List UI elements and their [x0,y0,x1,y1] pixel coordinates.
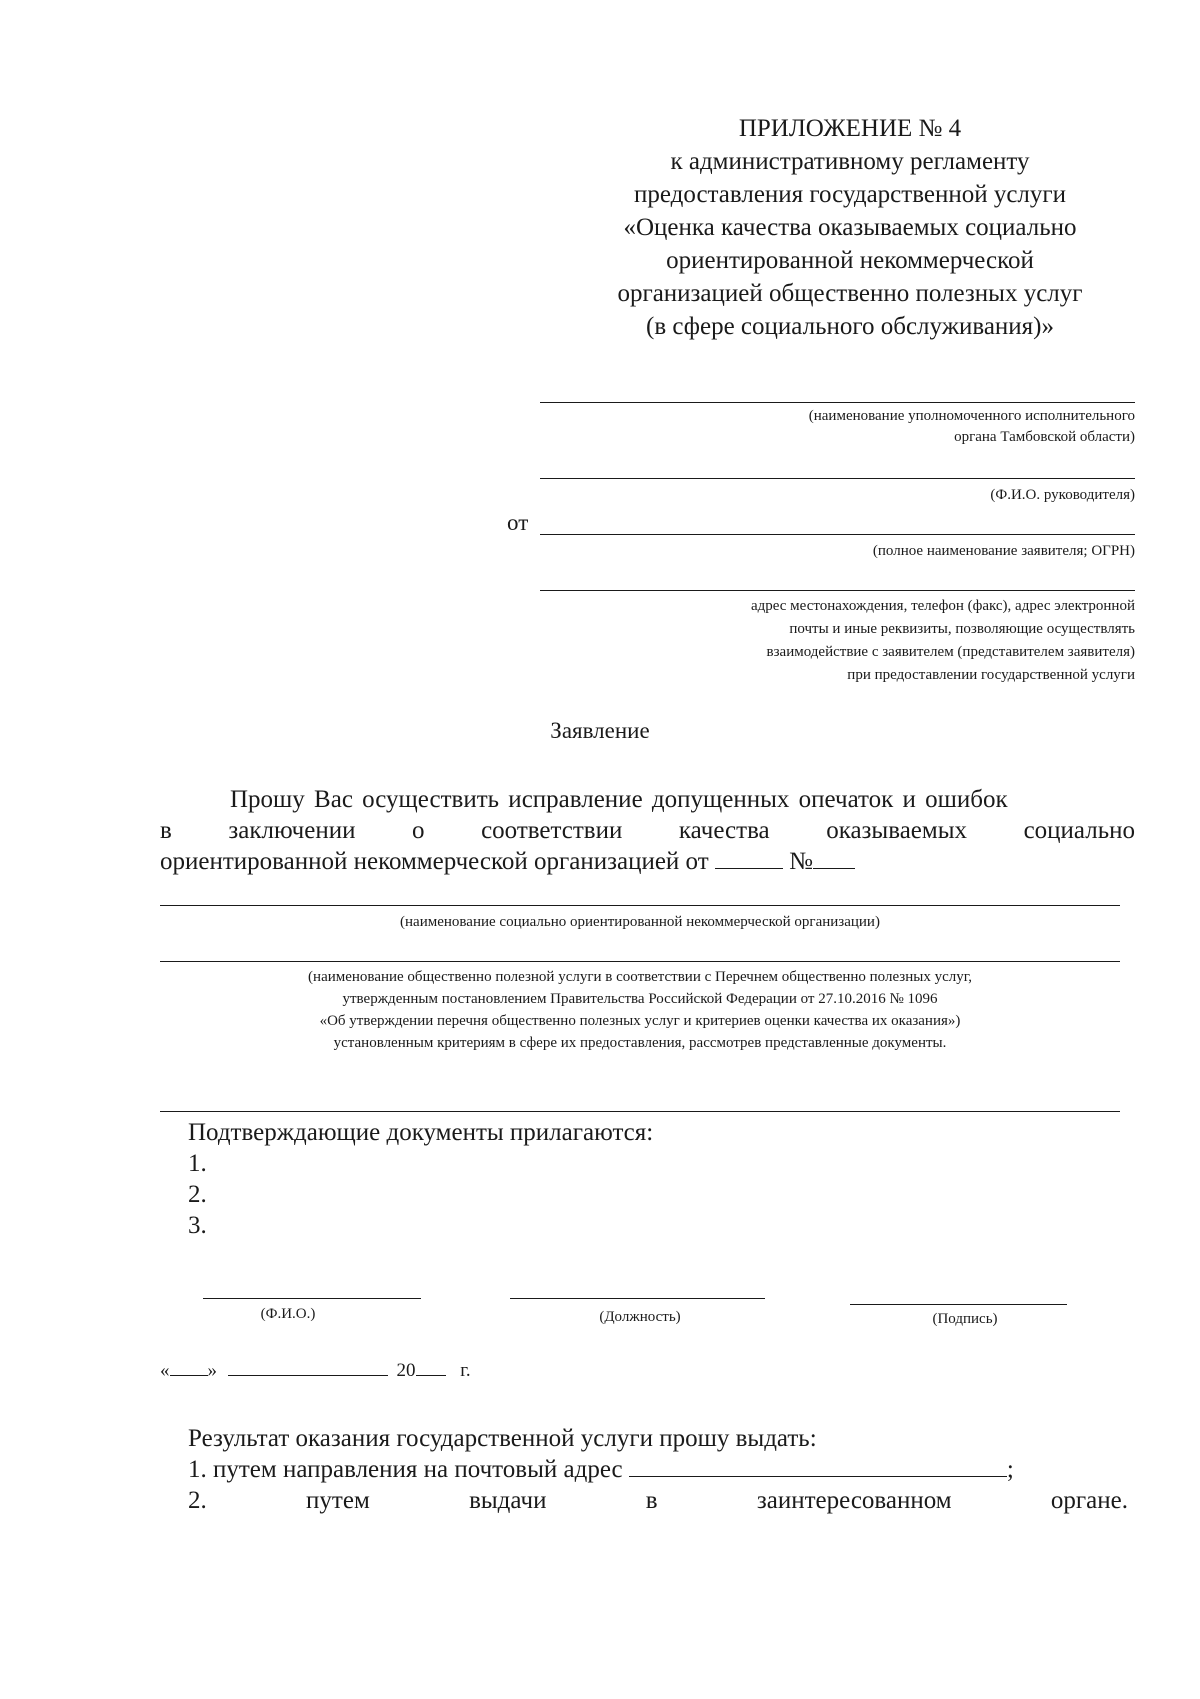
result-option-1-end: ; [1006,1456,1014,1483]
appendix-line: «Оценка качества оказываемых социально [623,214,1077,241]
request-word: соответствии [481,817,623,844]
attachments-heading: Подтверждающие документы прилагаются: [188,1119,654,1146]
fio-signature-line[interactable] [203,1298,421,1299]
appendix-title: ПРИЛОЖЕНИЕ № 4 [738,115,962,142]
contacts-caption-line-1: адрес местонахождения, телефон (факс), адрес электронной [750,598,1135,614]
head-name-line[interactable] [540,478,1135,479]
result-option-1-text: 1. путем направления на почтовый адрес [188,1456,623,1483]
organ-name-line[interactable] [540,402,1135,403]
fio-caption: (Ф.И.О.) [260,1306,316,1322]
request-word: в [160,817,172,844]
appendix-line: предоставления государственной услуги [633,181,1067,208]
request-word: оказываемых [826,817,968,844]
service-name-line[interactable] [160,961,1120,962]
appendix-line: к административному регламенту [670,148,1030,175]
head-caption: (Ф.И.О. руководителя) [990,487,1135,503]
request-paragraph [160,784,1135,877]
result-word: путем [306,1487,370,1514]
position-caption: (Должность) [599,1309,681,1325]
result-option-1[interactable] [188,1454,1135,1485]
result-option-2[interactable] [188,1485,1128,1516]
service-caption-line-2: утвержденным постановлением Правительства Российской Федерации от 27.10.2016 № 1096 [342,991,938,1007]
request-line-3 [160,846,1135,877]
document-title: Заявление [550,718,650,743]
appendix-header [560,112,1140,343]
position-signature-line[interactable] [510,1298,765,1299]
year-prefix: 20 [396,1360,416,1381]
contacts-caption [540,595,1135,687]
attachments-top-line [160,1111,1120,1112]
number-sign: № [789,848,814,875]
from-label: от [507,510,529,535]
contacts-line[interactable] [540,590,1135,591]
year-blank[interactable] [416,1355,446,1376]
sign-signature-line[interactable] [850,1304,1067,1305]
contacts-caption-line-4: при предоставлении государственной услуги [847,667,1135,683]
organ-caption [540,406,1135,448]
request-line-2 [160,815,1135,846]
organ-caption-line-2: органа Тамбовской области) [954,429,1135,445]
contacts-caption-line-3: взаимодействие с заявителем (представителем заявителя) [766,644,1135,660]
request-line-1-text: Прошу Вас осуществить исправление допущенных опечаток и ошибок [230,786,1008,813]
month-blank[interactable] [228,1355,388,1376]
result-word: в [645,1487,658,1514]
date-blank[interactable] [715,848,783,869]
request-line-1 [160,784,1135,815]
organ-caption-line-1: (наименование уполномоченного исполнительного [808,408,1135,424]
result-word: 2. [188,1487,207,1514]
service-caption-line-1: (наименование общественно полезной услуги в соответствии с Перечнем общественно полезных услуг, [308,969,972,985]
sign-caption: (Подпись) [932,1311,998,1327]
request-word: социально [1023,817,1135,844]
number-blank[interactable] [813,848,855,869]
request-line-3-text: ориентированной некоммерческой организацией от [160,848,709,875]
result-word: выдачи [469,1487,547,1514]
date-row [160,1355,471,1382]
applicant-caption: (полное наименование заявителя; ОГРН) [872,543,1135,559]
appendix-line: (в сфере социального обслуживания)» [646,313,1054,340]
result-heading: Результат оказания государственной услуги прошу выдать: [188,1425,817,1452]
service-caption-line-4: установленным критериям в сфере их предоставления, рассмотрев представленные документы. [333,1035,947,1051]
date-open-quote: « [160,1360,170,1381]
service-caption [160,966,1120,1054]
date-close-quote: » [207,1360,217,1381]
service-caption-line-3: «Об утверждении перечня общественно полезных услуг и критериев оценки качества их оказания») [319,1013,961,1029]
org-name-line[interactable] [160,905,1120,906]
applicant-name-line[interactable] [540,534,1135,535]
request-word: заключении [228,817,356,844]
attachment-item[interactable]: 1. [188,1150,207,1177]
result-block [188,1423,1135,1516]
attachments-block [188,1117,653,1241]
day-blank[interactable] [170,1355,208,1376]
postal-address-blank[interactable] [629,1456,1007,1477]
request-word: качества [678,817,770,844]
appendix-line: ориентированной некоммерческой [666,247,1034,274]
appendix-line: организацией общественно полезных услуг [617,280,1083,307]
attachment-item[interactable]: 3. [188,1212,207,1239]
attachment-item[interactable]: 2. [188,1181,207,1208]
request-word: о [412,817,425,844]
result-word: заинтересованном [756,1487,952,1514]
year-suffix: г. [460,1360,471,1381]
contacts-caption-line-2: почты и иные реквизиты, позволяющие осуществлять [789,621,1135,637]
result-word: органе. [1050,1487,1128,1514]
org-caption: (наименование социально ориентированной некоммерческой организации) [400,914,880,930]
